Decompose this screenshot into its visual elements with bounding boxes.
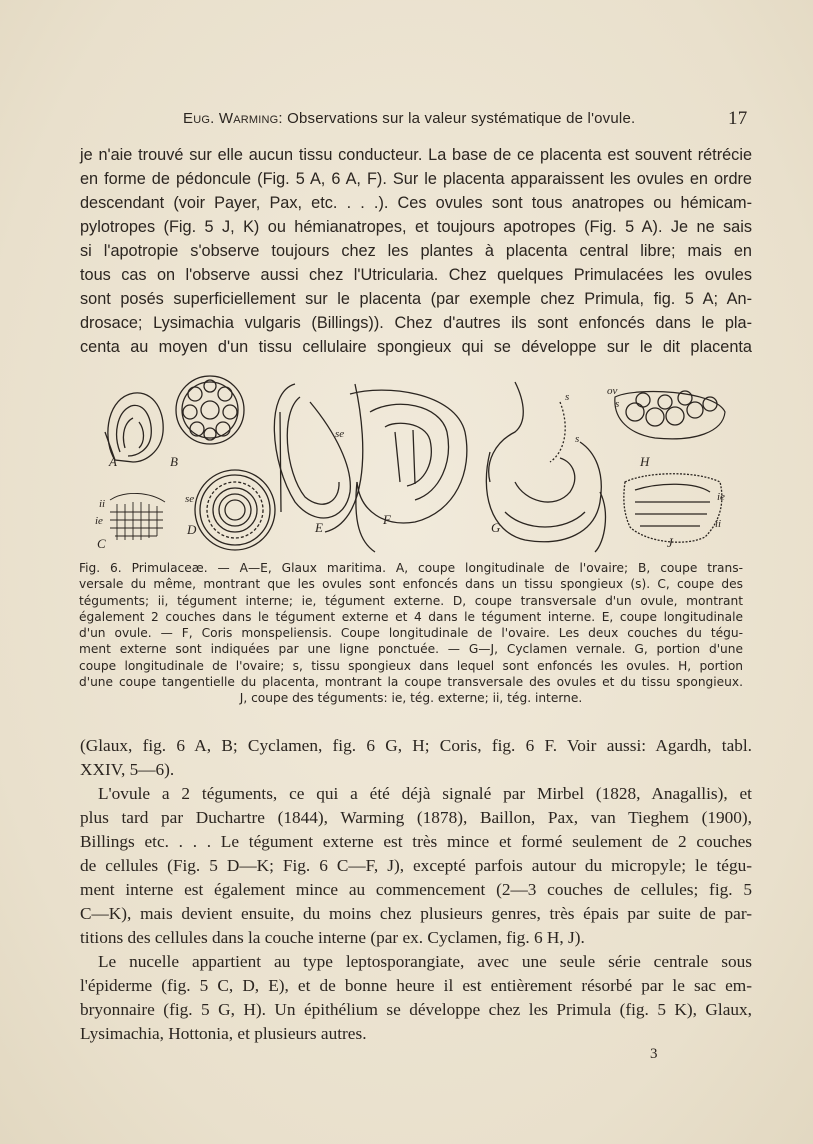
fig-label-s-g2: s: [575, 433, 580, 445]
signature-number: 3: [650, 1046, 658, 1062]
caption-line: J, coupe des téguments: ie, tég. externe; ii, tég. interne.: [239, 691, 583, 706]
text-line: titions des cellules dans la couche interne (par ex. Cyclamen, fig. 6 H, J).: [80, 928, 585, 947]
caption-line: ment externe sont indiquées par une ligne ponctuée. — G—J, Cyclamen vernale. G, portion d'une: [79, 642, 743, 657]
text-line: bryonnaire (fig. 5 G, H). Un épithélium se développe chez les Primula (fig. 5 K), Glaux,: [80, 1000, 752, 1019]
caption-line: coupe longitudinale de l'ovaire; s, tissu spongieux dans lequel sont enfoncés les ovules. H, portion: [79, 658, 743, 673]
fig-label-G: G: [491, 520, 501, 535]
text-line: je n'aie trouvé sur elle aucun tissu conducteur. La base de ce placenta est souvent rétrécie: [80, 146, 752, 164]
header-author: Eug. Warming: [183, 110, 279, 127]
drawing-e: [274, 384, 362, 532]
figure-caption: [79, 560, 743, 707]
drawing-j: [624, 474, 722, 542]
fig-label-B: B: [170, 454, 178, 469]
text-line: pylotropes (Fig. 5 J, K) ou hémianatropes, et toujours apotropes (Fig. 5 A). Je ne sais: [80, 218, 752, 236]
text-line: l'épiderme (fig. 5 C, D, E), et de bonne heure il est entièrement résorbé par le sac em-: [80, 976, 752, 995]
caption-line: Fig. 6. Primulaceæ. — A—E, Glaux maritima. A, coupe longitudinale de l'ovaire; B, coupe trans-: [79, 561, 743, 575]
header-title: [183, 110, 635, 127]
fig-label-ie-left: ie: [95, 515, 103, 527]
text-line: centa au moyen d'un tissu cellulaire spongieux qui se développe sur le dit placenta: [80, 338, 752, 356]
drawing-f: [350, 390, 467, 552]
fig-label-C: C: [97, 536, 106, 551]
text-line: de cellules (Fig. 5 D—K; Fig. 6 C—F, J), excepté parfois autour du micropyle; le tégu-: [80, 856, 752, 875]
caption-line: d'une coupe tangentielle du placenta, montrant la coupe transversale des ovules et du tissu spongieux.: [79, 675, 743, 690]
text-line: si l'apotropie s'observe toujours chez les plantes à placenta central libre; mais en: [80, 242, 752, 260]
fig-label-ie-right: ie: [717, 491, 725, 503]
fig-label-E: E: [315, 520, 323, 535]
caption-line: téguments; ii, tégument interne; ie, tégument externe. D, coupe transversale d'un ovule, montrant: [79, 593, 743, 608]
text-line: ment interne est également mince au commencement (2—3 couches de cellules; fig. 5: [80, 880, 752, 899]
text-line: Billings etc. . . . Le tégument externe est très mince et formé seulement de 2 couches: [80, 832, 752, 851]
text-line: L'ovule a 2 téguments, ce qui a été déjà signalé par Mirbel (1828, Anagallis), et: [98, 784, 752, 803]
drawing-h: [615, 391, 725, 439]
fig-label-se-e: se: [335, 428, 345, 440]
drawing-a: [105, 393, 163, 462]
text-line: Lysimachia, Hottonia, et plusieurs autres.: [80, 1024, 367, 1043]
text-line: sont posés superficiellement sur le placenta (par exemple chez Primula, fig. 5 A; An-: [80, 290, 752, 308]
drawing-c: [110, 493, 165, 540]
text-line: plus tard par Duchartre (1844), Warming (1878), Baillon, Pax, van Tieghem (1900),: [80, 808, 752, 827]
text-line: descendant (voir Payer, Pax, etc. . . .). Ces ovules sont tous anatropes ou hémicam-: [80, 194, 752, 212]
fig-label-se-d: se: [185, 493, 195, 505]
text-line: drosace; Lysimachia vulgaris (Billings)). Chez d'autres ils sont enfoncés dans le pla-: [80, 314, 752, 332]
caption-line: également 2 couches dans le tégument externe et 4 dans le tégument interne. E, coupe longitudinale: [79, 609, 743, 624]
text-line: C—K), mais devient ensuite, du moins chez plusieurs genres, très épais par suite de par-: [80, 904, 752, 923]
caption-line: versale du même, montrant que les ovules sont enfoncés dans un tissu spongieux (s). C, coupe des: [79, 577, 743, 592]
figure-6-drawings: [95, 372, 745, 560]
fig-label-ov: ov: [607, 385, 618, 397]
drawing-d: [195, 470, 275, 550]
text-line: Le nucelle appartient au type leptosporangiate, avec une seule série centrale sous: [98, 952, 752, 971]
text-line: tous cas on l'observe aussi chez l'Utricularia. Chez quelques Primulacées les ovules: [80, 266, 752, 284]
fig-label-F: F: [383, 512, 391, 527]
fig-label-ii-left: ii: [99, 498, 106, 510]
fig-label-s-h: s: [615, 398, 620, 410]
drawing-g: [486, 382, 605, 552]
fig-label-D: D: [187, 522, 197, 537]
fig-label-A: A: [109, 454, 117, 469]
text-line: (Glaux, fig. 6 A, B; Cyclamen, fig. 6 G, H; Coris, fig. 6 F. Voir aussi: Agardh, tabl.: [80, 736, 752, 755]
text-line: XXIV, 5—6).: [80, 760, 175, 779]
drawing-b: [176, 376, 244, 444]
header-page-number: 17: [728, 108, 748, 129]
fig-label-J: J: [667, 535, 673, 550]
fig-label-H: H: [640, 454, 650, 469]
text-line: en forme de pédoncule (Fig. 5 A, 6 A, F). Sur le placenta apparaissent les ovules en ordre: [80, 170, 752, 188]
caption-line: d'un ovule. — F, Coris monspeliensis. Coupe longitudinale de l'ovaire. Les deux couches du tégu-: [79, 626, 743, 641]
fig-label-ii-right: ii: [715, 518, 722, 530]
header-title-rest: : Observations sur la valeur systématique de l'ovule.: [278, 110, 636, 127]
fig-label-s-g: s: [565, 391, 570, 403]
